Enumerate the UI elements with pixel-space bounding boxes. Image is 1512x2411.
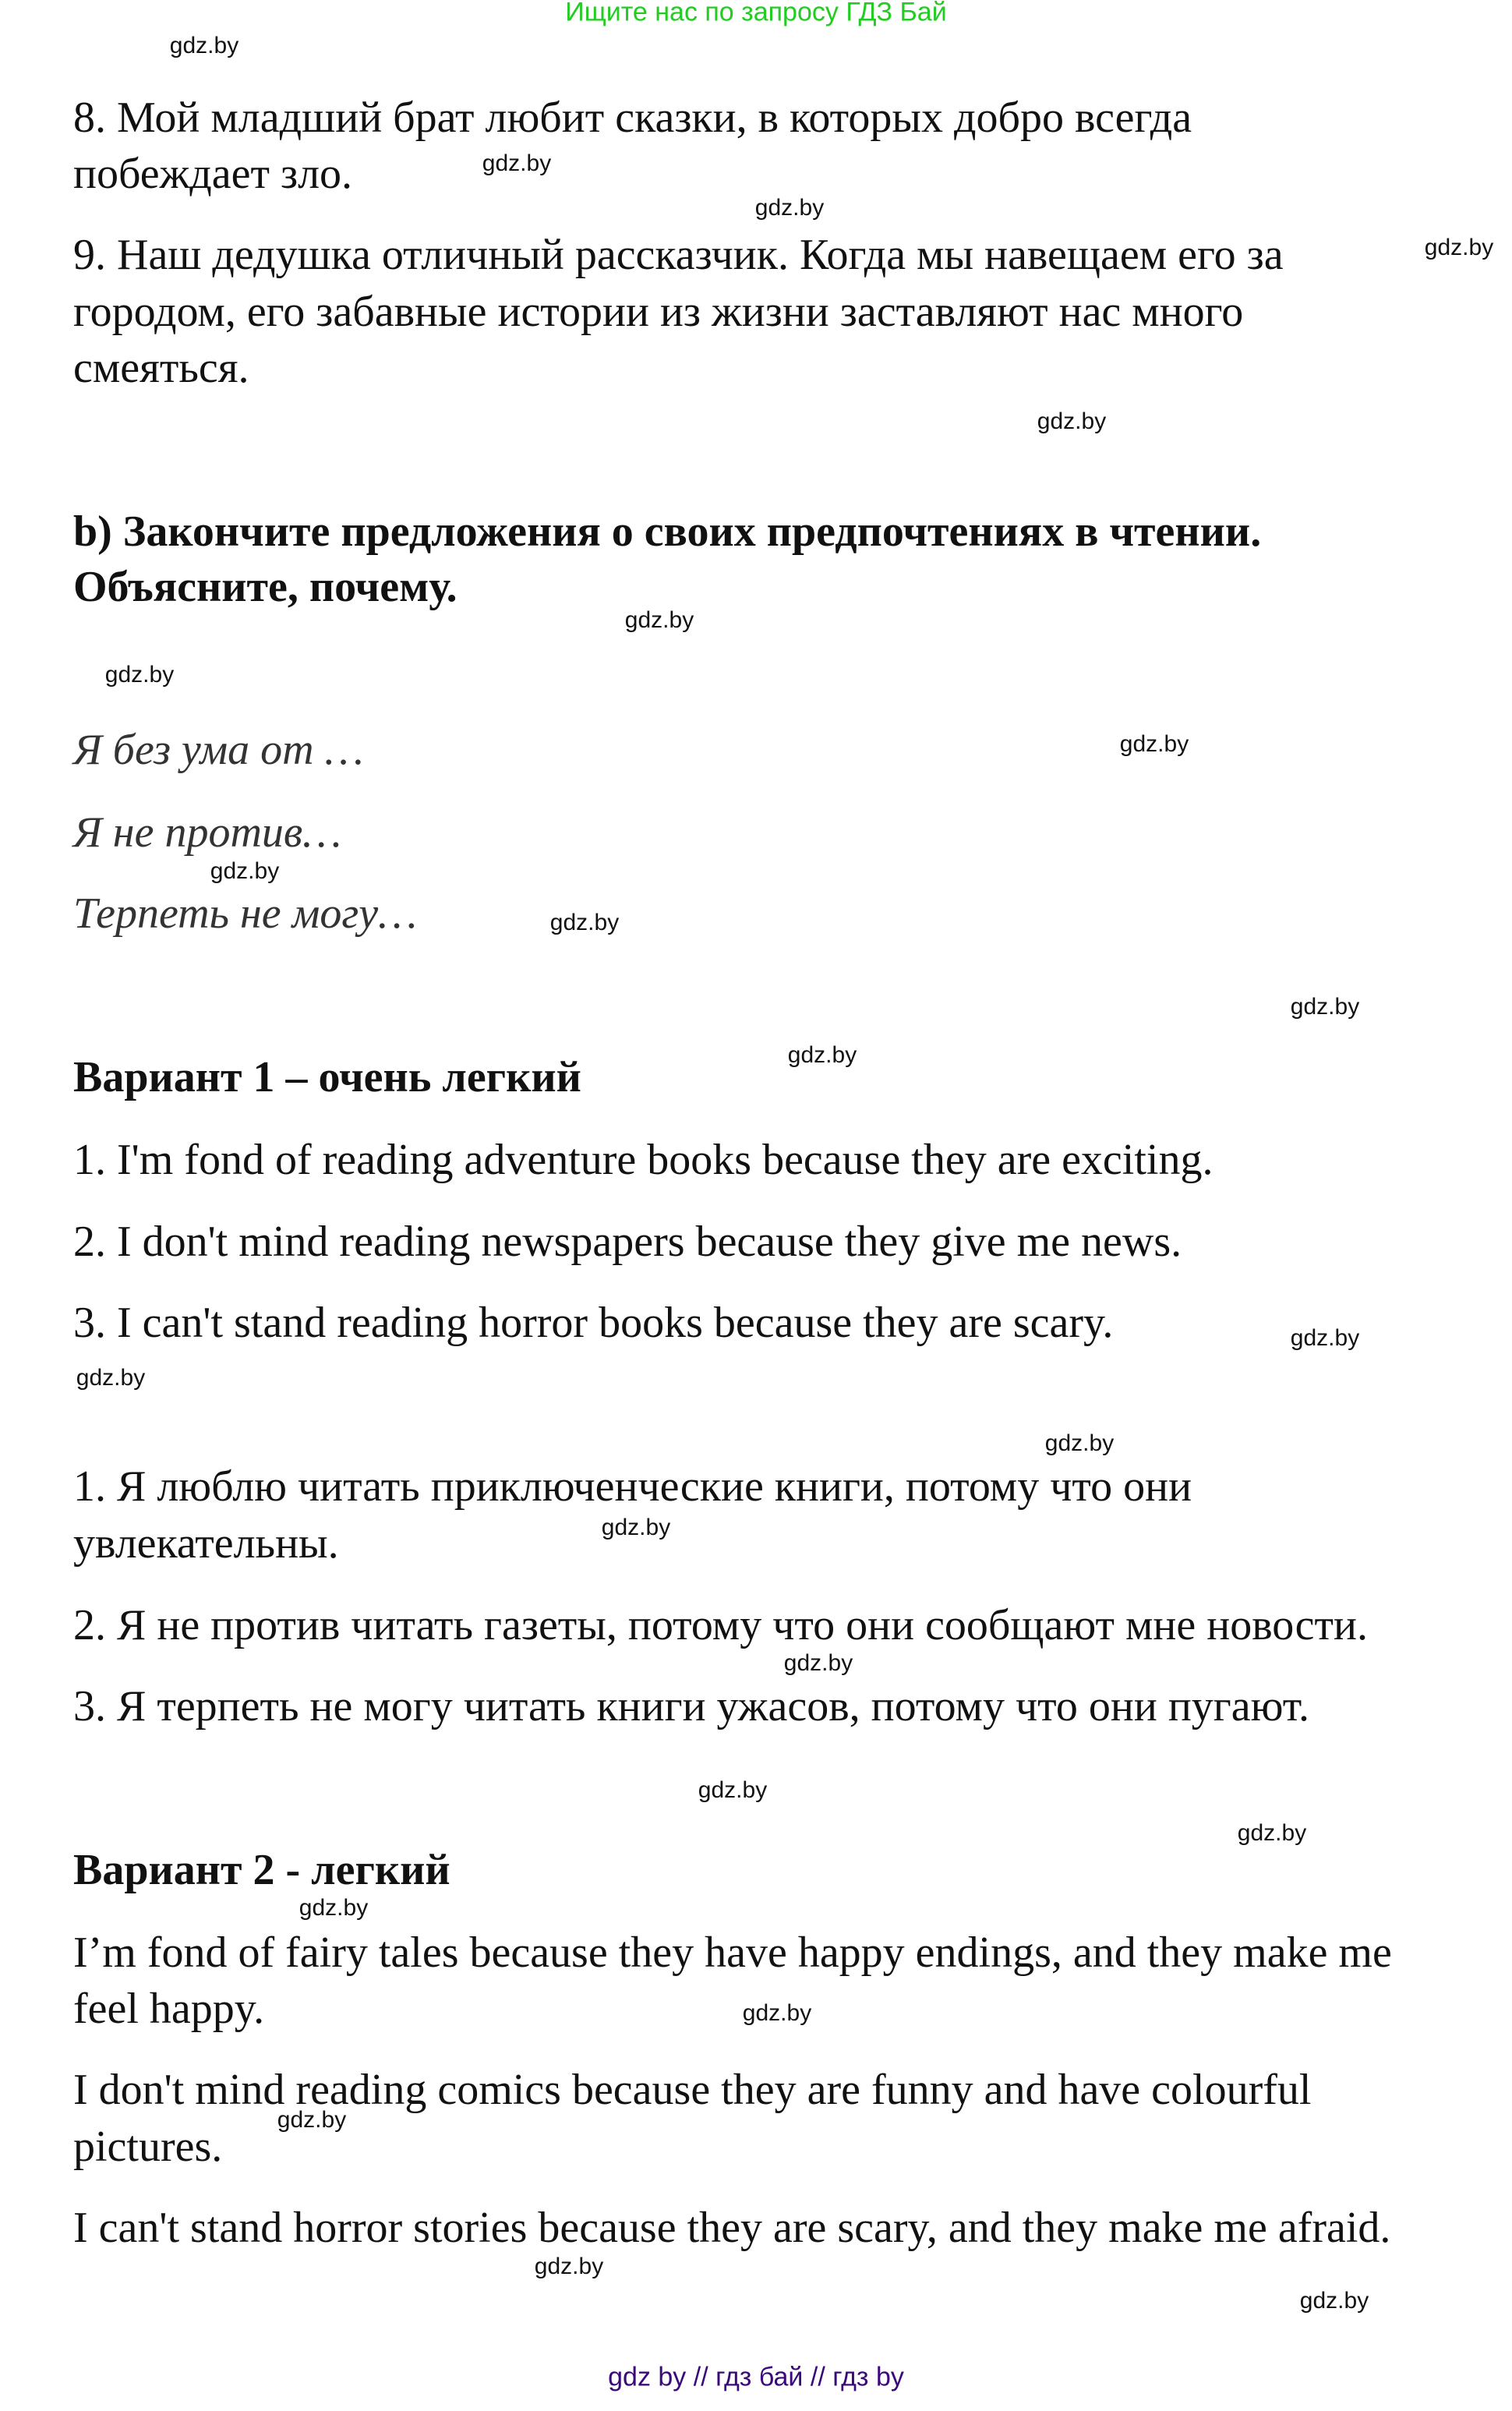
variant-1-ru-2: 2. Я не против читать газеты, потому что они сообщают мне новости. [73, 1601, 1368, 1649]
watermark: gdz.by [698, 1777, 768, 1803]
item-9-line-3: смеяться. [73, 344, 249, 392]
item-8-line-2: побеждает зло. [73, 150, 353, 198]
variant-2-s1-line-1: I’m fond of fairy tales because they have happy endings, and they make me [73, 1928, 1392, 1977]
item-9-line-2: городом, его забавные истории из жизни заставляют нас много [73, 288, 1244, 336]
variant-1-ru-1-line-2: увлекательны. [73, 1519, 339, 1568]
watermark: gdz.by [277, 2107, 347, 2133]
variant-1-ru-3: 3. Я терпеть не могу читать книги ужасов, потому что они пугают. [73, 1682, 1309, 1730]
watermark: gdz.by [754, 195, 825, 221]
variant-1-en-3: 3. I can't stand reading horror books because they are scary. [73, 1299, 1114, 1347]
variant-2-title: Вариант 2 - легкий [73, 1846, 450, 1894]
watermark: gdz.by [76, 1365, 146, 1391]
watermark: gdz.by [299, 1895, 369, 1921]
variant-1-ru-1-line-1: 1. Я люблю читать приключенческие книги, потому что они [73, 1462, 1192, 1511]
watermark: gdz.by [787, 1042, 857, 1068]
variant-2-s3: I can't stand horror stories because they are scary, and they make me afraid. [73, 2204, 1391, 2252]
watermark: gdz.by [169, 33, 239, 58]
watermark: gdz.by [549, 910, 620, 935]
watermark: gdz.by [1299, 2288, 1369, 2314]
watermark: gdz.by [534, 2254, 604, 2279]
watermark: gdz.by [104, 662, 175, 688]
watermark: gdz.by [1044, 1430, 1115, 1456]
variant-2-s2-line-2: pictures. [73, 2123, 223, 2171]
variant-2-s1-line-2: feel happy. [73, 1985, 265, 2033]
variant-1-title: Вариант 1 – очень легкий [73, 1053, 581, 1101]
watermark: gdz.by [601, 1515, 671, 1540]
variant-1-en-1: 1. I'm fond of reading adventure books because they are exciting. [73, 1136, 1213, 1184]
watermark: gdz.by [783, 1650, 853, 1676]
watermark: gdz.by [210, 858, 280, 884]
watermark: gdz.by [624, 607, 694, 633]
task-b-heading-line-2: Объясните, почему. [73, 563, 457, 611]
watermark: gdz.by [1037, 408, 1107, 434]
watermark: gdz.by [1424, 235, 1494, 260]
prompt-dont-mind: Я не против… [73, 808, 341, 857]
watermark: gdz.by [1290, 1325, 1360, 1351]
watermark: gdz.by [482, 150, 552, 176]
prompt-cant-stand: Терпеть не могу… [73, 889, 417, 938]
prompt-crazy-about: Я без ума от … [73, 726, 364, 774]
footer-links[interactable]: gdz by // гдз бай // гдз by [608, 2362, 904, 2392]
task-b-heading-line-1: b) Закончите предложения о своих предпочтениях в чтении. [73, 507, 1262, 556]
search-banner[interactable]: Ищите нас по запросу ГДЗ Бай [565, 0, 947, 27]
item-9-line-1: 9. Наш дедушка отличный рассказчик. Когда мы навещаем его за [73, 231, 1284, 279]
item-8-line-1: 8. Мой младший брат любит сказки, в которых добро всегда [73, 94, 1192, 142]
watermark: gdz.by [1119, 731, 1189, 757]
variant-1-en-2: 2. I don't mind reading newspapers because they give me news. [73, 1218, 1182, 1266]
watermark: gdz.by [742, 2000, 812, 2026]
variant-2-s2-line-1: I don't mind reading comics because they are funny and have colourful [73, 2066, 1312, 2114]
watermark: gdz.by [1290, 994, 1360, 1020]
watermark: gdz.by [1237, 1820, 1307, 1846]
